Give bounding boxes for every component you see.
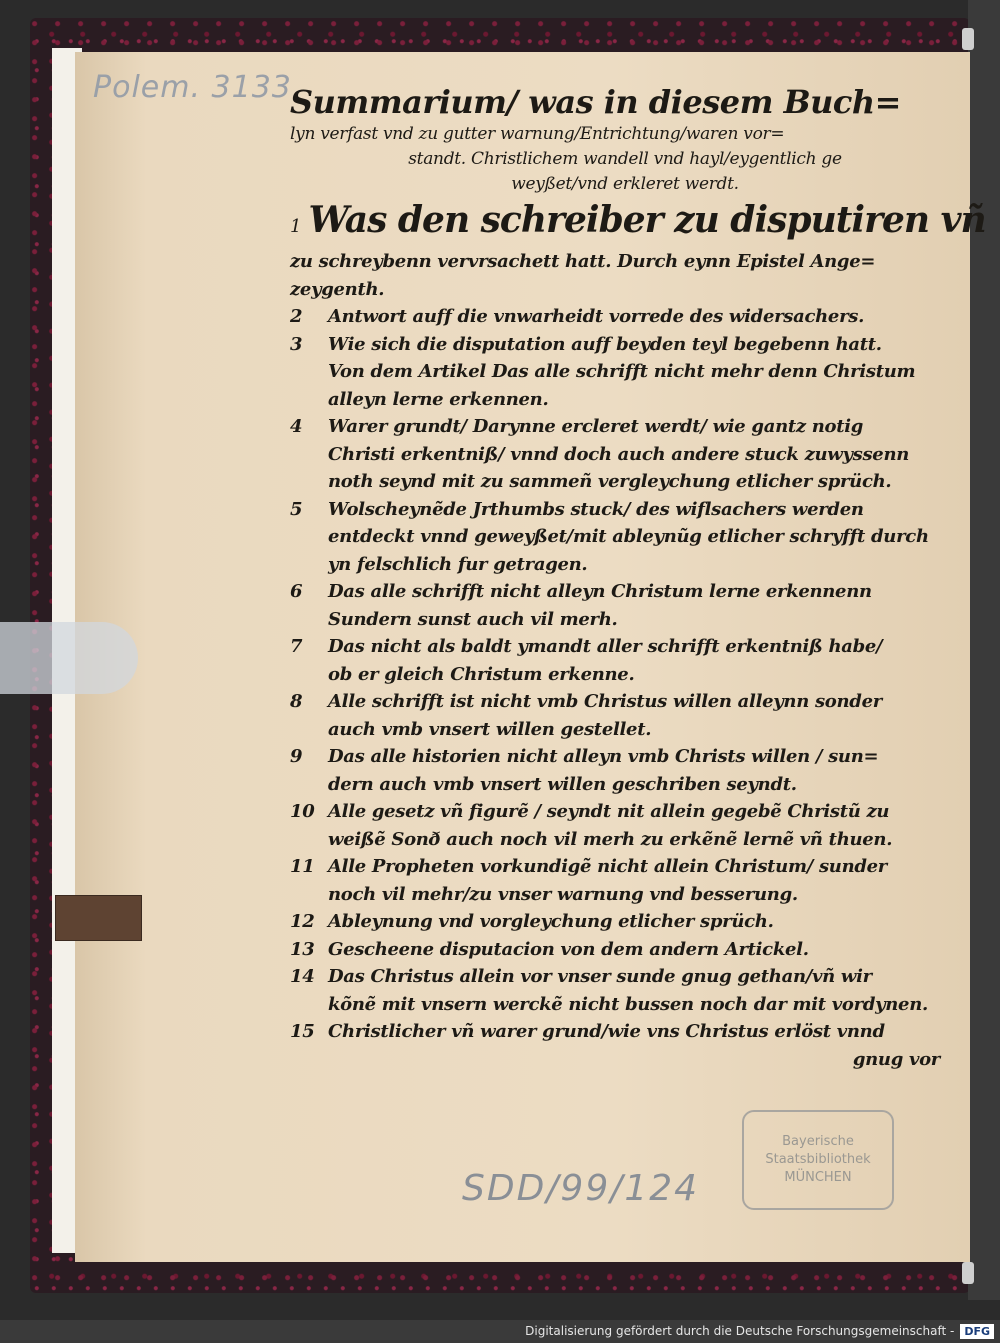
entry-text: Christi erkentniß/ vnnd doch auch andere stuck zuwyssenn [328,443,910,465]
entry-text: zeygenth. [290,278,385,300]
entry-text: zu schreybenn vervrsachett hatt. Durch eynn Epistel Ange= [290,251,876,272]
stamp-line: MÜNCHEN [784,1170,852,1185]
shelfmark: Polem. 3133 [93,70,292,105]
entry-line [290,936,960,964]
entry-line [290,551,960,579]
entry-line [290,908,960,936]
entry-1 [290,199,986,248]
footer-bar [0,1320,1000,1343]
clasp-bottom [962,1262,974,1284]
entry-line [290,771,960,799]
entry-text: Gescheene disputacion von dem andern Artickel. [328,938,809,960]
entry-text: Von dem Artikel Das alle schrifft nicht mehr denn Christum [328,361,916,382]
heading-line: weyßet/vnd erkleret werdt. [511,174,739,194]
footer-text: Digitalisierung gefördert durch die Deutsche Forschungsgemeinschaft - [525,1324,955,1338]
entry-text: Das alle historien nicht alleyn vmb Christs willen / sun= [328,746,879,767]
signature-mark: SDD/99/124 [462,1168,700,1209]
entry-text: alleyn lerne erkennen. [328,388,549,410]
entry-text: Alle Propheten vorkundigẽ nicht allein Christum/ sunder [328,856,887,877]
entry-number: 11 [290,856,315,877]
entry-number: 10 [290,801,315,822]
entry-number: 6 [290,581,303,602]
entry-text: noth seynd mit zu sammeñ vergleychung etlicher sprüch. [328,471,892,492]
entry-text: ob er gleich Christum erkenne. [328,663,635,685]
heading-line: standt. Christlichem wandell vnd hayl/eygentlich ge [408,149,842,169]
entry-number: 9 [290,746,303,767]
entry-line [290,826,960,854]
heading-line: lyn verfast vnd zu gutter warnung/Entrichtung/waren vor= [290,124,785,144]
entry-line [290,578,960,606]
entry-line [290,716,960,744]
entry-text: auch vmb vnsert willen gestellet. [328,718,652,740]
entry-line [290,386,960,414]
entry-line [290,1018,960,1046]
page-marker-strip [0,622,138,694]
entry-line [290,881,960,909]
entry-text: dern auch vmb vnsert willen geschriben seyndt. [328,773,797,795]
dfg-logo: DFG [960,1324,994,1339]
entry-text: Was den schreiber zu disputiren vñ [308,199,986,241]
entry-line [290,661,960,689]
entry-number: 14 [290,966,315,987]
entry-line [290,606,960,634]
entry-number: 4 [290,416,303,437]
entry-text: Christlicher vñ warer grund/wie vns Christus erlöst vnnd [328,1021,885,1042]
entry-number: 8 [290,691,303,712]
entry-number: 13 [290,938,315,960]
entry-number: 1 [290,216,301,237]
entry-line [290,633,960,661]
entry-text: Alle schrifft ist nicht vmb Christus willen alleynn sonder [328,691,882,712]
stamp-line: Bayerische [782,1134,854,1149]
entry-line [290,358,960,386]
entry-text: Warer grundt/ Darynne ercleret werdt/ wie gantz notig [328,416,864,437]
entry-line [290,496,960,524]
entry-line [290,276,960,304]
entry-line [290,798,960,826]
entry-line [290,248,960,276]
entry-text: Alle gesetz vñ figurẽ / seyndt nit allein gegebẽ Christũ zu [328,801,890,822]
entry-text: noch vil mehr/zu vnser warnung vnd besserung. [328,883,798,905]
stamp-line: Staatsbibliothek [765,1152,871,1167]
entry-number: 2 [290,306,303,327]
entry-line [290,963,960,991]
entry-number: 15 [290,1021,315,1042]
page-title: Summarium/ was in diesem Buch= [290,83,901,121]
entry-text: Ableynung vnd vorgleychung etlicher sprüch. [328,911,774,932]
entry-line [290,523,960,551]
entry-line [290,303,960,331]
entry-number: 12 [290,911,315,932]
summary-text [290,82,986,1073]
entry-text: Das nicht als baldt ymandt aller schrifft erkentniß habe/ [328,636,883,657]
entry-line [290,743,960,771]
entry-line [290,468,960,496]
clasp-top [962,28,974,50]
entry-text: Das Christus allein vor vnser sunde gnug gethan/vñ wir [328,966,872,987]
entry-list [290,303,960,1046]
book-page [75,52,986,1262]
entry-number: 3 [290,333,303,355]
catchword: gnug vor [852,1048,940,1070]
entry-line [290,441,960,469]
entry-text: yn felschlich fur getragen. [328,553,588,575]
board-edge [968,0,1000,1300]
library-stamp [742,1110,894,1210]
entry-number: 5 [290,498,303,520]
entry-text: entdeckt vnnd geweyßet/mit ableynũg etlicher schryfft durch [328,526,929,547]
entry-line [290,991,960,1019]
entry-text: Das alle schrifft nicht alleyn Christum lerne erkennenn [328,581,872,602]
entry-line [290,688,960,716]
entry-text: Wie sich die disputation auff beyden teyl begebenn hatt. [328,333,882,355]
entry-line [290,413,960,441]
entry-number: 7 [290,636,303,657]
entry-text: weißẽ Sonð auch noch vil merh zu erkẽnẽ lernẽ vñ thuen. [328,828,893,850]
entry-text: Wolscheynẽde Jrthumbs stuck/ des wiflsachers werden [328,498,864,520]
entry-text: kõnẽ mit vnsern werckẽ nicht bussen noch dar mit vordynen. [328,993,928,1015]
entry-line [290,853,960,881]
entry-text: Sundern sunst auch vil merh. [328,608,618,630]
entry-text: Antwort auff die vnwarheidt vorrede des widersachers. [328,306,865,327]
leather-tab [55,895,142,941]
entry-line [290,331,960,359]
